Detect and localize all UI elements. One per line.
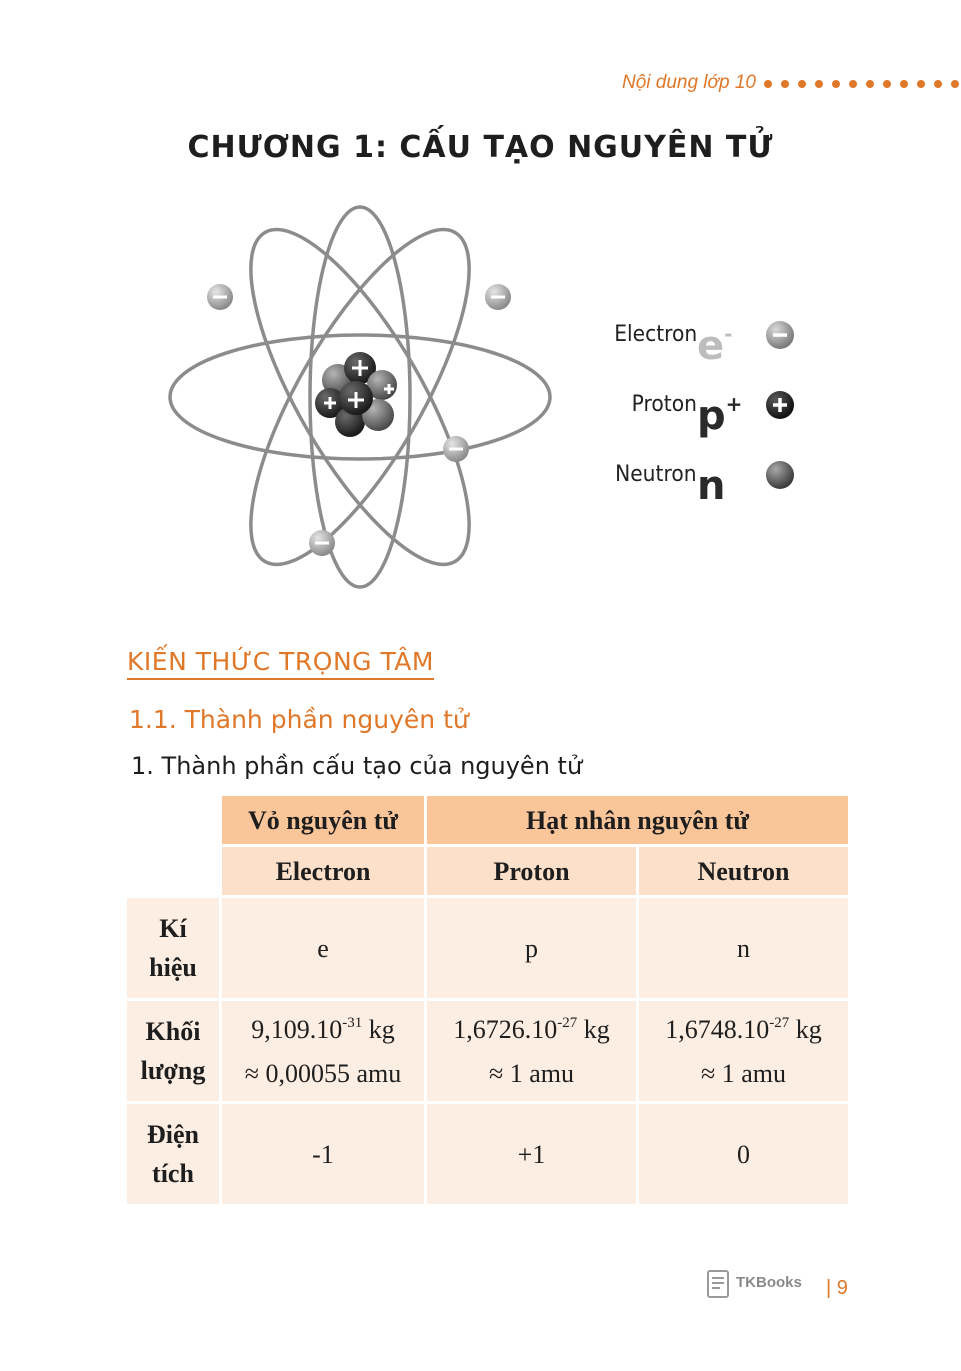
page-number: | 9: [826, 1277, 848, 1299]
cell-electron-charge: -1: [222, 1104, 424, 1204]
cell-proton-mass: $1,6726.10^{-27}$ kg ≈ 1 amu: [427, 1001, 636, 1101]
legend-row-proton: [585, 378, 825, 439]
header-dots-decoration: [763, 78, 959, 90]
cell-electron-mass: $9,109.10^{-31}$ kg ≈ 0,00055 amu: [222, 1001, 424, 1101]
table-corner-cell: [127, 796, 219, 844]
row-label-mass: Khối lượng: [127, 1001, 219, 1101]
table-corner-cell: [127, 847, 219, 895]
particle-table: [124, 793, 851, 1207]
cell-neutron-symbol: n: [639, 898, 848, 998]
table-header-row: [127, 796, 848, 844]
particle-legend: [585, 300, 825, 510]
subsection-heading: 1.1. Thành phần nguyên tử: [129, 705, 469, 734]
cell-proton-symbol: p: [427, 898, 636, 998]
legend-symbol-neutron: n: [697, 463, 726, 509]
subheader-proton: Proton: [427, 847, 636, 895]
neutron-ball-icon: [765, 460, 795, 490]
cell-electron-symbol: e: [222, 898, 424, 998]
table-row-symbol: [127, 898, 848, 998]
section-heading: KIẾN THỨC TRỌNG TÂM: [127, 647, 434, 680]
subheader-electron: Electron: [222, 847, 424, 895]
page-title: CHƯƠNG 1: CẤU TẠO NGUYÊN TỬ: [187, 130, 774, 165]
publisher-logo: [706, 1266, 806, 1306]
legend-symbol-electron: e-: [697, 322, 733, 369]
atom-diagram: [160, 200, 560, 600]
table-row-charge: [127, 1104, 848, 1204]
nucleus: [315, 352, 397, 437]
row-label-charge: Điện tích: [127, 1104, 219, 1204]
legend-symbol-proton: p+: [697, 392, 743, 439]
legend-row-neutron: [585, 448, 825, 509]
brand-name: TKBooks: [736, 1274, 802, 1291]
legend-label-electron: Electron: [613, 322, 697, 347]
header-shell: Vỏ nguyên tử: [222, 796, 424, 844]
electron-ball-icon: [765, 320, 795, 350]
cell-proton-charge: +1: [427, 1104, 636, 1204]
proton-ball-icon: [765, 390, 795, 420]
book-icon: [706, 1268, 732, 1300]
legend-row-electron: [585, 308, 825, 369]
table-row-mass: [127, 1001, 848, 1101]
legend-label-neutron: Neutron: [615, 462, 697, 487]
row-label-symbol: Kí hiệu: [127, 898, 219, 998]
item-heading: 1. Thành phần cấu tạo của nguyên tử: [131, 752, 583, 780]
cell-neutron-charge: 0: [639, 1104, 848, 1204]
cell-neutron-mass: $1,6748.10^{-27}$ kg ≈ 1 amu: [639, 1001, 848, 1101]
subheader-neutron: Neutron: [639, 847, 848, 895]
table-subheader-row: [127, 847, 848, 895]
legend-label-proton: Proton: [631, 392, 697, 417]
header-nucleus: Hạt nhân nguyên tử: [427, 796, 848, 844]
section-label: Nội dung lớp 10: [621, 72, 756, 93]
